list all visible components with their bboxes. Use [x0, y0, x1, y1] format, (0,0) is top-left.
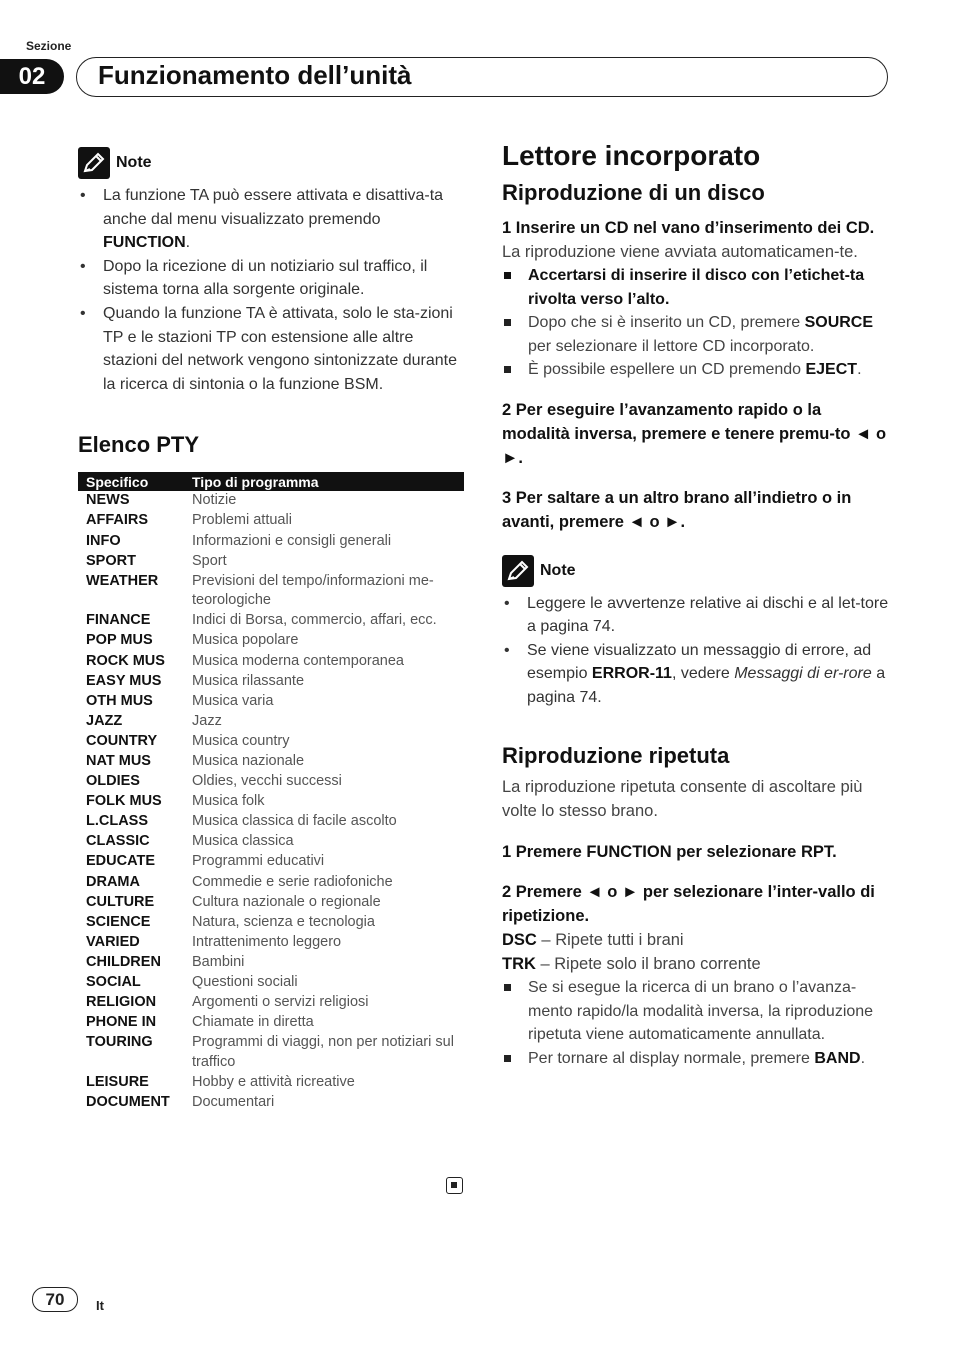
- pty-code: OLDIES: [86, 773, 140, 790]
- table-row: [78, 953, 464, 973]
- table-header: Tipo di programma: [184, 472, 464, 491]
- pty-description: Chiamate in diretta: [192, 1014, 314, 1031]
- pty-code: LEISURE: [86, 1073, 149, 1090]
- pty-code: SPORT: [86, 552, 136, 569]
- pty-list-heading: Elenco PTY: [78, 432, 200, 458]
- main-title: Lettore incorporato: [502, 140, 761, 171]
- repeat-desc: La riproduzione ripetuta consente di ascoltare più volte lo stesso brano.: [502, 778, 863, 821]
- pty-description: Musica country: [192, 732, 290, 749]
- table-row: [78, 1073, 464, 1093]
- pty-code: FOLK MUS: [86, 793, 162, 810]
- pty-description: Hobby e attività ricreative: [192, 1073, 355, 1090]
- pty-code: L.CLASS: [86, 813, 149, 830]
- pty-code: JAZZ: [86, 712, 123, 729]
- table-row: [78, 772, 464, 792]
- end-section-icon: [446, 1177, 463, 1194]
- pty-description: Musica moderna contemporanea: [192, 652, 404, 669]
- disc-step-1-desc: La riproduzione viene avviata automaticamen-te.: [502, 243, 858, 261]
- note-header: [502, 554, 892, 588]
- pty-code: CHILDREN: [86, 953, 161, 970]
- pty-code: VARIED: [86, 933, 140, 950]
- table-row: [78, 993, 464, 1013]
- pty-code: PHONE IN: [86, 1014, 157, 1031]
- pty-code: POP MUS: [86, 632, 153, 649]
- table-row: [78, 631, 464, 651]
- pty-description: Bambini: [192, 953, 245, 970]
- note-title: Note: [540, 561, 576, 579]
- disc-bold-bullet: Accertarsi di inserire il disco con l’etichet-ta rivolta verso l’alto.: [502, 264, 892, 311]
- list-item: • Dopo la ricezione di un notiziario sul traffico, il sistema torna alla sorgente originale.: [78, 255, 466, 302]
- pty-code: RELIGION: [86, 994, 157, 1011]
- list-item: • Se viene visualizzato un messaggio di errore, ad esempio ERROR-11, vedere Messaggi di er-rore a pagina 74.: [502, 639, 892, 710]
- pty-description: Notizie: [192, 492, 237, 509]
- repeat-trk: TRK – Ripete solo il brano corrente: [502, 955, 761, 974]
- pty-code: ROCK MUS: [86, 652, 165, 669]
- pty-table: [78, 472, 464, 1113]
- note-header: [78, 146, 466, 180]
- pty-description: Musica popolare: [192, 632, 299, 649]
- pty-description: Programmi di viaggi, non per notiziari sul traffico: [192, 1034, 454, 1070]
- left-column: [78, 146, 466, 1113]
- pty-description: Oldies, vecchi successi: [192, 773, 342, 790]
- table-row: [78, 792, 464, 812]
- note-list: [502, 592, 892, 710]
- table-row: [78, 692, 464, 712]
- table-row: [78, 611, 464, 631]
- pty-description: Indici di Borsa, commercio, affari, ecc.: [192, 612, 437, 629]
- pty-code: NEWS: [86, 492, 130, 509]
- pty-description: Intrattenimento leggero: [192, 933, 342, 950]
- pty-code: EASY MUS: [86, 672, 162, 689]
- pty-code: EDUCATE: [86, 853, 156, 870]
- table-row: [78, 732, 464, 752]
- disc-bullet-source: Dopo che si è inserito un CD, premere SOURCE per selezionare il lettore CD incorporato.: [502, 311, 892, 358]
- pty-code: COUNTRY: [86, 732, 158, 749]
- pty-code: OTH MUS: [86, 692, 153, 709]
- disc-step-3: 3 Per saltare a un altro brano all’indietro o in avanti, premere ◄ o ►.: [502, 488, 852, 531]
- pty-code: TOURING: [86, 1034, 153, 1051]
- table-row: [78, 832, 464, 852]
- sezione-label: Sezione: [26, 39, 72, 53]
- pty-description: Informazioni e consigli generali: [192, 532, 392, 549]
- list-item: • Quando la funzione TA è attivata, solo le sta-zioni TP e le stazioni TP con estensione alle altre stazioni del network vengono sintonizzate durante la ricerca di sintonia o la funzione BSM.: [78, 302, 466, 396]
- repeat-step-1: 1 Premere FUNCTION per selezionare RPT.: [502, 843, 837, 862]
- note-title: Note: [116, 154, 152, 171]
- pty-description: Musica rilassante: [192, 672, 305, 689]
- page-number: 70: [32, 1287, 78, 1312]
- pty-description: Musica classica di facile ascolto: [192, 813, 397, 830]
- pty-description: Documentari: [192, 1093, 275, 1110]
- pty-description: Commedie e serie radiofoniche: [192, 873, 393, 890]
- table-row: [78, 913, 464, 933]
- language-code: It: [96, 1298, 104, 1313]
- pty-description: Previsioni del tempo/informazioni me-teorologiche: [192, 572, 434, 609]
- pty-code: DRAMA: [86, 873, 140, 890]
- table-row: [78, 572, 464, 612]
- pty-description: Musica nazionale: [192, 752, 305, 769]
- pty-description: Argomenti o servizi religiosi: [192, 994, 369, 1011]
- right-column: [502, 140, 892, 1070]
- pty-code: CULTURE: [86, 893, 155, 910]
- note-list: [78, 184, 466, 396]
- table-row: [78, 712, 464, 732]
- pty-description: Jazz: [192, 712, 222, 729]
- table-row: [78, 672, 464, 692]
- table-row: [78, 973, 464, 993]
- table-row: [78, 511, 464, 531]
- repeat-dsc: DSC – Ripete tutti i brani: [502, 931, 684, 950]
- pty-description: Programmi educativi: [192, 853, 325, 870]
- section-title: Funzionamento dell’unità: [98, 60, 412, 90]
- section-number: 02: [0, 59, 64, 94]
- pty-description: Cultura nazionale o regionale: [192, 893, 381, 910]
- pty-code: INFO: [86, 532, 121, 549]
- table-row: [78, 893, 464, 913]
- list-item: • La funzione TA può essere attivata e disattiva-ta anche dal menu visualizzato premendo FUNCTION.: [78, 184, 466, 255]
- pty-code: FINANCE: [86, 612, 151, 629]
- repeat-bullet-band: Per tornare al display normale, premere BAND.: [502, 1047, 892, 1071]
- table-row: [78, 652, 464, 672]
- pty-description: Problemi attuali: [192, 512, 292, 529]
- pencil-note-icon: [78, 147, 110, 179]
- disc-step-2: 2 Per eseguire l’avanzamento rapido o la modalità inversa, premere e tenere premu-to ◄ o ►.: [502, 400, 887, 467]
- list-item: • Leggere le avvertenze relative ai dischi e al let-tore a pagina 74.: [502, 592, 892, 639]
- pty-code: SCIENCE: [86, 913, 151, 930]
- pty-code: NAT MUS: [86, 752, 151, 769]
- pty-description: Musica classica: [192, 833, 294, 850]
- repeat-step-2: 2 Premere ◄ o ► per selezionare l’inter-vallo di ripetizione.: [502, 883, 875, 926]
- pencil-note-icon: [502, 555, 534, 587]
- repeat-heading: Riproduzione ripetuta: [502, 743, 730, 769]
- table-row: [78, 933, 464, 953]
- table-row: [78, 812, 464, 832]
- pty-code: CLASSIC: [86, 833, 150, 850]
- pty-description: Musica varia: [192, 692, 274, 709]
- disc-heading: Riproduzione di un disco: [502, 180, 765, 205]
- repeat-bullet-cancel: Se si esegue la ricerca di un brano o l’avanza-mento rapido/la modalità inversa, la riproduzione ripetuta viene automaticamente annullata.: [502, 976, 892, 1047]
- pty-code: WEATHER: [86, 572, 159, 589]
- pty-code: AFFAIRS: [86, 512, 149, 529]
- table-row: [78, 491, 464, 511]
- table-row: [78, 852, 464, 872]
- pty-code: DOCUMENT: [86, 1093, 170, 1110]
- table-row: [78, 752, 464, 772]
- table-row: [78, 1093, 464, 1113]
- pty-description: Questioni sociali: [192, 974, 298, 990]
- table-row: [78, 552, 464, 572]
- disc-bullet-eject: È possibile espellere un CD premendo EJECT.: [502, 358, 892, 382]
- table-header: Specifico: [78, 472, 184, 491]
- table-row: [78, 873, 464, 893]
- table-row: [78, 1013, 464, 1033]
- pty-code: SOCIAL: [86, 974, 141, 990]
- pty-description: Sport: [192, 552, 227, 569]
- pty-description: Musica folk: [192, 793, 265, 810]
- table-row: [78, 1033, 464, 1073]
- pty-description: Natura, scienza e tecnologia: [192, 913, 375, 930]
- disc-step-1: 1 Inserire un CD nel vano d’inserimento dei CD.: [502, 219, 875, 237]
- table-row: [78, 532, 464, 552]
